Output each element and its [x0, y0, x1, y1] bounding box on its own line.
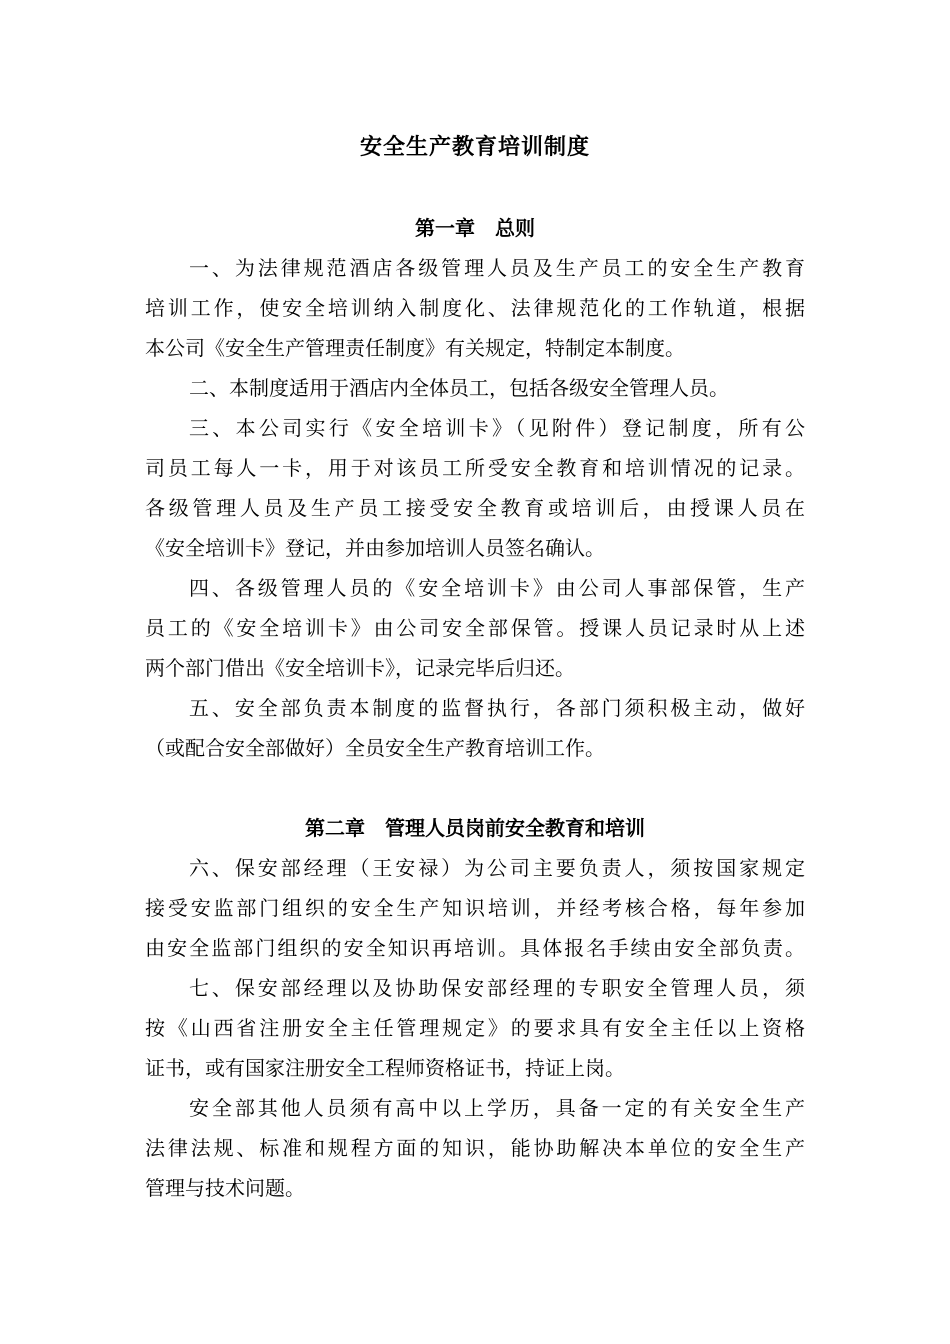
paragraph-line: 三、本公司实行《安全培训卡》（见附件）登记制度，所有公: [189, 416, 805, 440]
paragraph-line: 培训工作，使安全培训纳入制度化、法律规范化的工作轨道，根据: [145, 296, 805, 320]
paragraph-line: 五、安全部负责本制度的监督执行，各部门须积极主动，做好: [189, 696, 805, 720]
paragraph-line: 司员工每人一卡，用于对该员工所受安全教育和培训情况的记录。: [145, 456, 805, 480]
paragraph-line: 由安全监部门组织的安全知识再培训。具体报名手续由安全部负责。: [145, 936, 805, 960]
paragraph-line: 七、保安部经理以及协助保安部经理的专职安全管理人员，须: [189, 976, 805, 1000]
paragraph-line: 按《山西省注册安全主任管理规定》的要求具有安全主任以上资格: [145, 1016, 805, 1040]
paragraph-line: 一、为法律规范酒店各级管理人员及生产员工的安全生产教育: [189, 256, 805, 280]
chapter-1-heading: 第一章 总则: [415, 216, 535, 240]
paragraph-line: 四、各级管理人员的《安全培训卡》由公司人事部保管，生产: [189, 576, 805, 600]
paragraph-line: 管理与技术问题。: [145, 1176, 305, 1200]
paragraph-line: 员工的《安全培训卡》由公司安全部保管。授课人员记录时从上述: [145, 616, 805, 640]
paragraph-line: 二、本制度适用于酒店内全体员工，包括各级安全管理人员。: [189, 376, 729, 400]
paragraph-line: 接受安监部门组织的安全生产知识培训，并经考核合格，每年参加: [145, 896, 805, 920]
paragraph-line: 各级管理人员及生产员工接受安全教育或培训后，由授课人员在: [145, 496, 805, 520]
paragraph-line: 证书，或有国家注册安全工程师资格证书，持证上岗。: [145, 1056, 625, 1080]
paragraph-line: 六、保安部经理（王安禄）为公司主要负责人，须按国家规定: [189, 856, 805, 880]
paragraph-line: （或配合安全部做好）全员安全生产教育培训工作。: [145, 736, 605, 760]
paragraph-line: 安全部其他人员须有高中以上学历，具备一定的有关安全生产: [189, 1096, 805, 1120]
paragraph-line: 本公司《安全生产管理责任制度》有关规定，特制定本制度。: [145, 336, 685, 360]
chapter-2-heading: 第二章 管理人员岗前安全教育和培训: [305, 816, 645, 840]
paragraph-line: 法律法规、标准和规程方面的知识，能协助解决本单位的安全生产: [145, 1136, 805, 1160]
document-title: 安全生产教育培训制度: [359, 135, 590, 160]
paragraph-line: 《安全培训卡》登记，并由参加培训人员签名确认。: [145, 536, 605, 560]
paragraph-line: 两个部门借出《安全培训卡》，记录完毕后归还。: [145, 656, 575, 680]
